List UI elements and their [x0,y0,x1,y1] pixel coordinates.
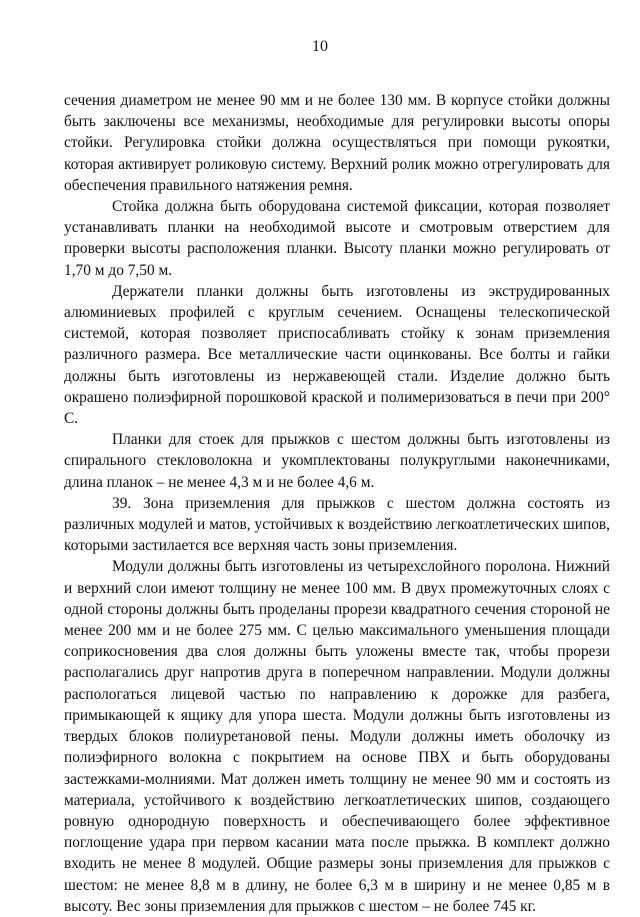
paragraph-item-39: 39. Зона приземления для прыжков с шестом должна состоять из различных модулей и матов, устойчивых к воздействию легкоатлетических шипов, которыми застилается все верхняя часть зоны приземления. [64,494,610,555]
paragraph-fixation-system: Стойка должна быть оборудована системой фиксации, которая позволяет устанавливать планки на необходимой высоте и смотровым отверстием для проверки высоты расположения планки. Высоту планки можно регулировать от 1,70 м до 7,50 м. [64,198,610,279]
paragraph-continuation: сечения диаметром не менее 90 мм и не более 130 мм. В корпусе стойки должны быть заключены все механизмы, необходимые для регулировки высоты опоры стойки. Регулировка стойки должна осуществляться при помощи рукоятки, которая активирует роликовую систему. Верхний ролик можно отрегулировать для обеспечения правильного натяжения ремня. [64,92,610,194]
paragraph-bar-holders: Держатели планки должны быть изготовлены из экструдированных алюминиевых профилей с круглым сечением. Оснащены телескопической системой, которая позволяет приспосабливать стойку к зонам приземления различного размера. Все металлические части оцинкованы. Все болты и гайки должны быть изготовлены из нержавеющей стали. Изделие должно быть окрашено полиэфирной порошковой краской и полимеризоваться в печи при 200° С. [64,282,610,428]
document-body [64,90,610,917]
paragraph-modules: Модули должны быть изготовлены из четырехслойного поролона. Нижний и верхний слои имеют толщину не менее 100 мм. В двух промежуточных слоях с одной стороны должны быть проделаны прорези квадратного сечения стороной не менее 200 мм и не более 275 мм. С целью максимального уменьшения площади соприкосновения два слоя должны быть уложены вместе так, чтобы прорези располагались друг напротив друга в поперечном направлении. Модули должны распологаться лицевой частью по направлению к дорожке для разбега, примыкающей к ящику для упора шеста. Модули должны быть изготовлены из твердых блоков полиуретановой пены. Модули должны иметь оболочку из полиэфирного волокна с покрытием на основе ПВХ и быть оборудованы застежками-молниями. Мат должен иметь толщину не менее 90 мм и состоять из материала, устойчивого к воздействию легкоатлетических шипов, создающего ровную однородную поверхность и обеспечивающего более эффективное поглощение удара при первом касании мата после прыжка. В комплект должно входить не менее 8 модулей. Общие размеры зоны приземления для прыжков с шестом: не менее 8,8 м в длину, не более 6,3 м в ширину и не менее 0,85 м в высоту. Вес зоны приземления для прыжков с шестом – не более 745 кг. [64,558,610,915]
paragraph-bars: Планки для стоек для прыжков с шестом должны быть изготовлены из спирального стекловолокна и укомплектованы полукруглыми наконечниками, длина планок – не менее 4,3 м и не более 4,6 м. [64,431,610,491]
page-number: 10 [312,38,328,55]
